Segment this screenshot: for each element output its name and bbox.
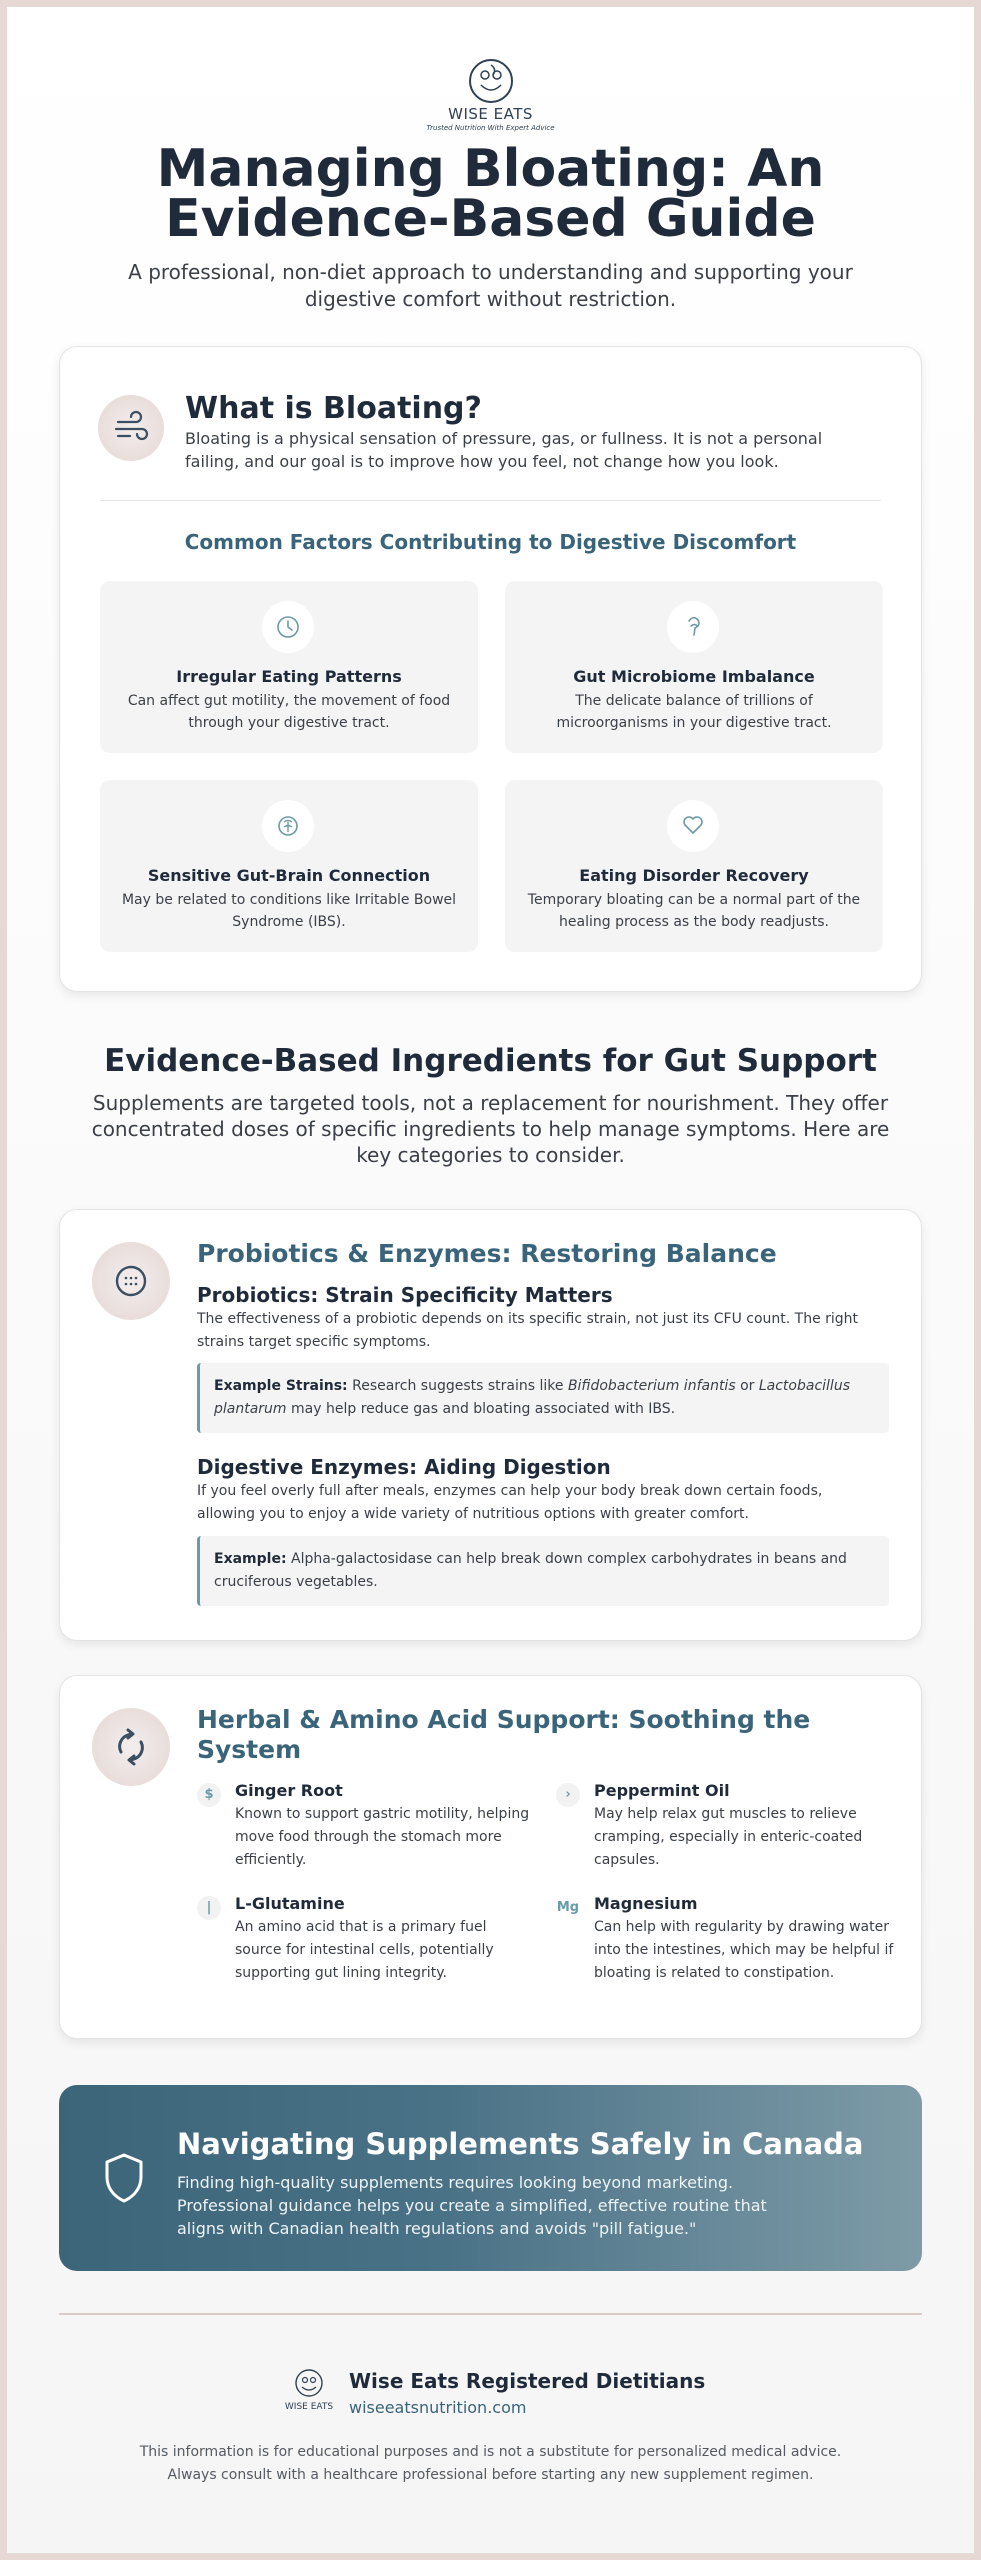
herb-title: Peppermint Oil xyxy=(594,1781,730,1800)
bar-icon: | xyxy=(197,1896,221,1920)
footer-logo xyxy=(279,2368,339,2412)
factor-title: Eating Disorder Recovery xyxy=(579,866,809,885)
factor-title: Gut Microbiome Imbalance xyxy=(573,667,815,686)
callout-label: Example Strains: xyxy=(214,1378,348,1394)
factor-card xyxy=(505,780,883,952)
shield-icon xyxy=(101,2151,147,2205)
logo-text: WISE EATS xyxy=(448,105,533,123)
strain-name: Bifidobacterium infantis xyxy=(567,1378,736,1394)
banner-text: Finding high-quality supplements requires looking beyond marketing. Professional guidance helps you create a simplified, effective routine that aligns with Canadian health regulations and avoids "pill fatigue." xyxy=(177,2173,767,2238)
wind-icon xyxy=(98,395,164,461)
brain-icon xyxy=(262,800,314,852)
factor-text: Temporary bloating can be a normal part of the healing process as the body readjusts. xyxy=(527,892,861,930)
factor-title: Sensitive Gut-Brain Connection xyxy=(147,866,431,885)
canada-banner xyxy=(59,2085,922,2271)
factor-card xyxy=(100,581,478,753)
footer-website-link[interactable]: wiseeatsnutrition.com xyxy=(349,2398,527,2417)
disclaimer: This information is for educational purposes and is not a substitute for personalized medical advice. Always consult with a healthcare professional before starting any new supplement regimen. xyxy=(139,2444,842,2483)
footer-divider xyxy=(59,2313,922,2315)
probiotics-title: Probiotics & Enzymes: Restoring Balance xyxy=(197,1239,777,1268)
what-title: What is Bloating? xyxy=(185,391,482,426)
page-subtitle: A professional, non-diet approach to understanding and supporting your digestive comfort without restriction. xyxy=(128,260,853,311)
ingredients-intro: Supplements are targeted tools, not a replacement for nourishment. They offer concentrated doses of specific ingredients to help manage symptoms. Here are key categories to consider. xyxy=(91,1091,890,1167)
callout-text: Research suggests strains like xyxy=(347,1378,568,1394)
herbal-card xyxy=(59,1675,922,2039)
logo-tagline: Trusted Nutrition With Expert Advice xyxy=(426,124,555,132)
callout-text: may help reduce gas and bloating associated with IBS. xyxy=(286,1401,676,1417)
factor-text: May be related to conditions like Irritable Bowel Syndrome (IBS). xyxy=(121,892,457,930)
heart-icon xyxy=(667,800,719,852)
what-is-bloating-card xyxy=(59,346,922,992)
herb-text: Known to support gastric motility, helping move food through the stomach more efficiently. xyxy=(235,1806,530,1868)
factor-title: Irregular Eating Patterns xyxy=(176,667,402,686)
probiotics-text: The effectiveness of a probiotic depends on its specific strain, not just its CFU count. The right strains target specific symptoms. xyxy=(197,1311,859,1350)
enzymes-text: If you feel overly full after meals, enzymes can help your body break down certain foods, allowing you to enjoy a wide variety of nutritious options with greater comfort. xyxy=(197,1483,823,1522)
example-enzymes-callout xyxy=(197,1536,889,1606)
divider xyxy=(100,500,881,501)
cycle-icon xyxy=(92,1708,170,1786)
factor-text: Can affect gut motility, the movement of food through your digestive tract. xyxy=(127,693,451,731)
strain-name: Lactobacillus plantarum xyxy=(214,1378,850,1417)
herbal-title: Herbal & Amino Acid Support: Soothing the System xyxy=(197,1705,811,1764)
herb-title: L-Glutamine xyxy=(235,1894,345,1913)
capsule-icon xyxy=(92,1242,170,1320)
footer-logo-text: WISE EATS xyxy=(284,2402,334,2412)
herb-text: May help relax gut muscles to relieve cramping, especially in enteric-coated capsules. xyxy=(594,1806,863,1868)
herb-text: An amino acid that is a primary fuel source for intestinal cells, potentially supporting gut lining integrity. xyxy=(235,1919,494,1981)
callout-label: Example: xyxy=(214,1551,287,1567)
magnesium-icon: Mg xyxy=(556,1900,580,1915)
callout-text: Alpha-galactosidase can help break down complex carbohydrates in beans and cruciferous vegetables. xyxy=(214,1551,847,1590)
what-description: Bloating is a physical sensation of pressure, gas, or fullness. It is not a personal failing, and our goal is to improve how you feel, not change how you look. xyxy=(185,429,823,471)
ingredients-title: Evidence-Based Ingredients for Gut Support xyxy=(104,1043,877,1079)
herb-title: Magnesium xyxy=(594,1894,698,1913)
enzymes-subtitle: Digestive Enzymes: Aiding Digestion xyxy=(197,1455,611,1479)
page xyxy=(7,7,974,2553)
page-title: Managing Bloating: An Evidence-Based Guide xyxy=(156,139,825,249)
herb-text: Can help with regularity by drawing water into the intestines, which may be helpful if bloating is related to constipation. xyxy=(594,1919,894,1981)
leaf-logo-icon xyxy=(469,59,513,103)
herb-title: Ginger Root xyxy=(235,1781,343,1800)
microbe-icon xyxy=(667,601,719,653)
leaf-logo-icon xyxy=(294,2368,324,2398)
footer-org-name: Wise Eats Registered Dietitians xyxy=(349,2369,706,2393)
brand-logo xyxy=(7,59,974,132)
factor-card xyxy=(100,780,478,952)
probiotics-subtitle: Probiotics: Strain Specificity Matters xyxy=(197,1283,613,1307)
factors-title: Common Factors Contributing to Digestive Discomfort xyxy=(184,530,797,554)
factor-text: The delicate balance of trillions of microorganisms in your digestive tract. xyxy=(556,693,832,731)
example-strains-callout xyxy=(197,1363,889,1433)
probiotics-card xyxy=(59,1209,922,1641)
chevron-icon: › xyxy=(556,1783,580,1807)
factor-card xyxy=(505,581,883,753)
banner-title: Navigating Supplements Safely in Canada xyxy=(177,2127,864,2161)
clock-icon xyxy=(262,601,314,653)
dollar-icon: $ xyxy=(197,1783,221,1807)
callout-text: or xyxy=(735,1378,759,1394)
